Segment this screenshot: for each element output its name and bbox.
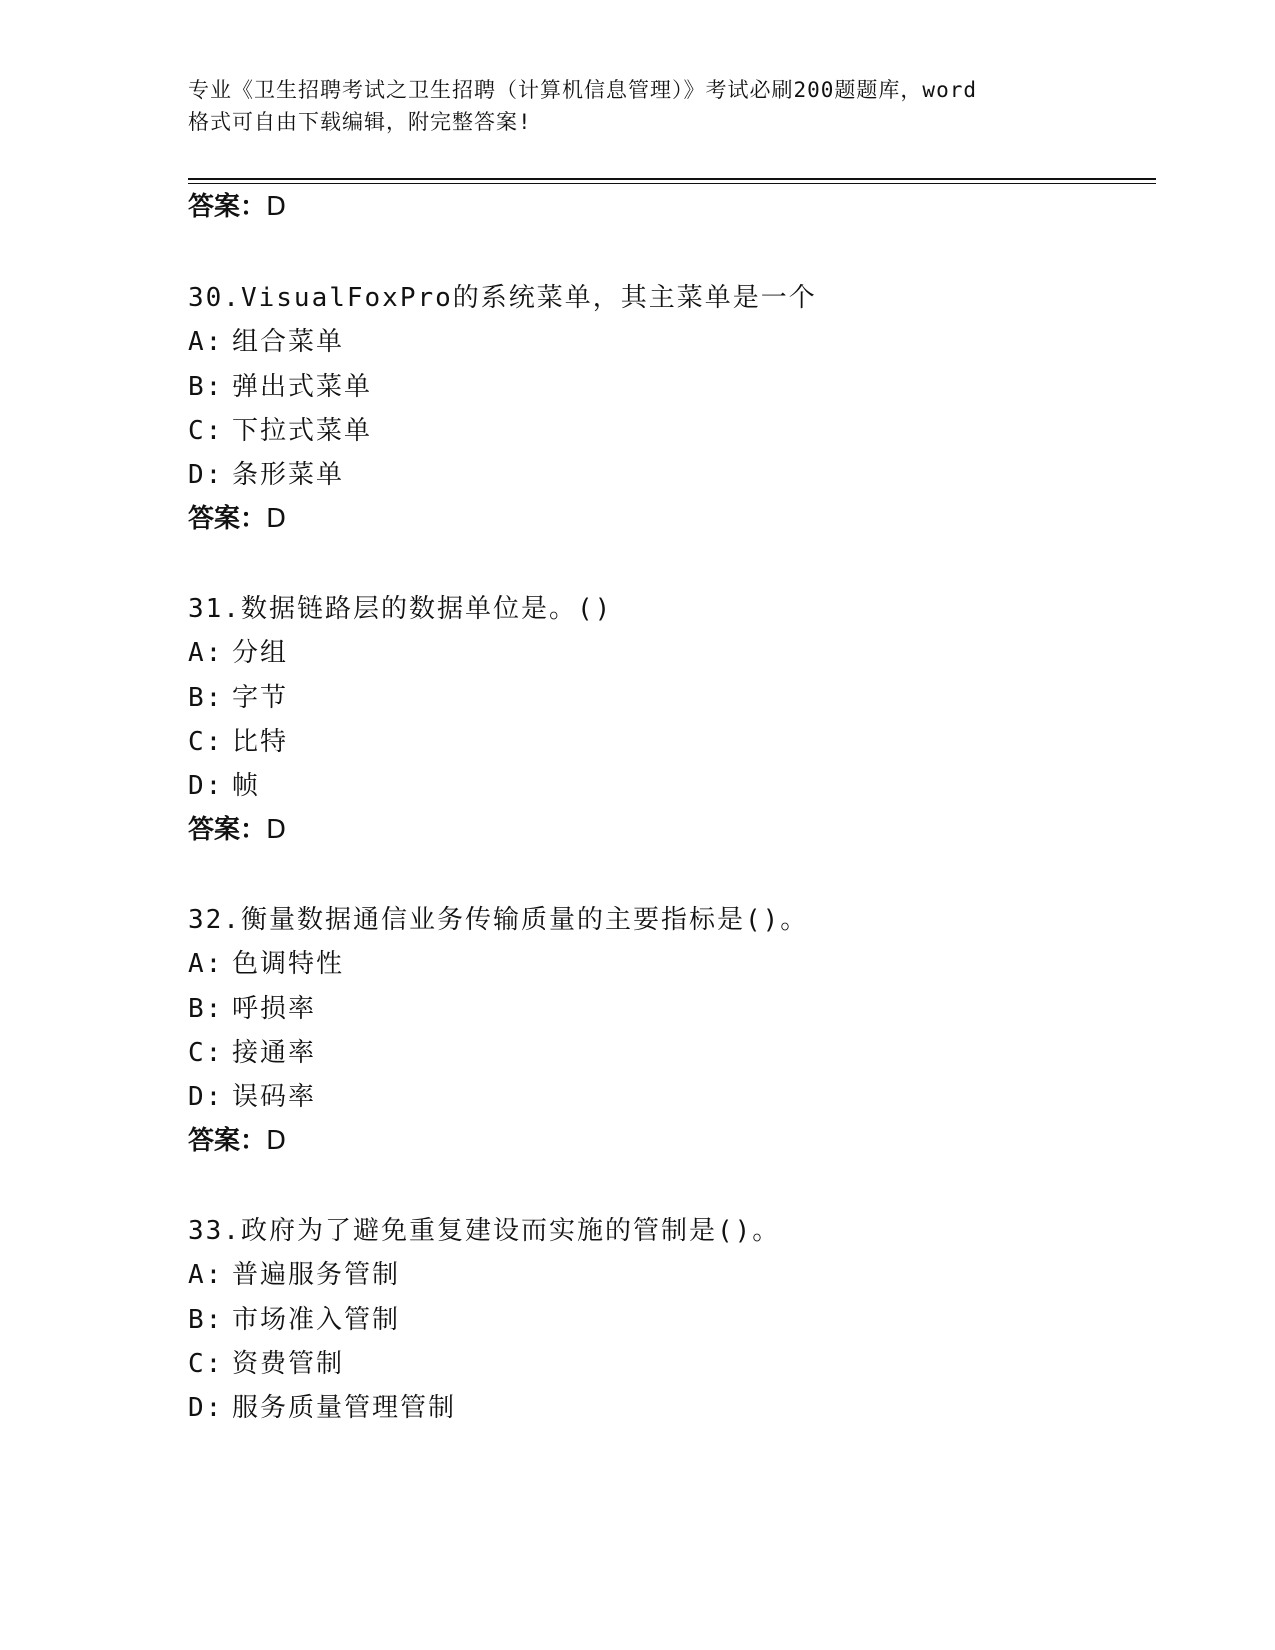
option-text: 色调特性 <box>232 949 345 979</box>
option-text: 服务质量管理管制 <box>232 1393 457 1423</box>
question-31-option-a <box>188 636 288 670</box>
option-letter: B: <box>188 683 224 713</box>
question-32-option-b <box>188 992 316 1026</box>
question-32-stem: 32.衡量数据通信业务传输质量的主要指标是()。 <box>188 905 809 935</box>
header-divider-thick <box>188 178 1156 180</box>
option-text: 普遍服务管制 <box>232 1260 401 1290</box>
header-line-1: 专业《卫生招聘考试之卫生招聘（计算机信息管理）》考试必刷200题题库，word <box>188 78 977 102</box>
question-30-option-d <box>188 458 344 492</box>
header-divider-thin <box>188 183 1156 184</box>
question-33-stem: 33.政府为了避免重复建设而实施的管制是()。 <box>188 1216 781 1246</box>
option-letter: A: <box>188 638 224 668</box>
option-letter: B: <box>188 372 224 402</box>
option-letter: D: <box>188 460 224 490</box>
option-text: 分组 <box>232 638 289 668</box>
question-31-option-d <box>188 769 260 803</box>
option-text: 呼损率 <box>232 994 317 1024</box>
option-text: 误码率 <box>232 1082 317 1112</box>
question-30-stem: 30.VisualFoxPro的系统菜单，其主菜单是一个 <box>188 283 817 313</box>
option-letter: C: <box>188 416 224 446</box>
question-32-option-c <box>188 1036 316 1070</box>
question-32-option-d <box>188 1080 316 1114</box>
option-text: 接通率 <box>232 1038 317 1068</box>
answer-value: D <box>266 192 287 222</box>
answer-label: 答案： <box>188 192 267 222</box>
option-text: 市场准入管制 <box>232 1305 401 1335</box>
option-text: 组合菜单 <box>232 327 345 357</box>
answer-label: 答案： <box>188 815 267 845</box>
option-text: 资费管制 <box>232 1349 345 1379</box>
option-text: 字节 <box>232 683 289 713</box>
question-30-option-a <box>188 325 344 359</box>
option-letter: D: <box>188 1082 224 1112</box>
option-letter: C: <box>188 1038 224 1068</box>
option-text: 帧 <box>232 771 261 801</box>
question-33-option-b <box>188 1303 400 1337</box>
option-letter: C: <box>188 1349 224 1379</box>
option-letter: D: <box>188 771 224 801</box>
question-32-option-a <box>188 947 344 981</box>
header-line-2: 格式可自由下载编辑，附完整答案! <box>188 110 532 134</box>
option-text: 下拉式菜单 <box>232 416 373 446</box>
answer-value: D <box>266 815 287 845</box>
answer-value: D <box>266 504 287 534</box>
option-text: 条形菜单 <box>232 460 345 490</box>
answer-label: 答案： <box>188 504 267 534</box>
answer-value: D <box>266 1126 287 1156</box>
answer-line-prev <box>188 190 286 224</box>
question-33-option-c <box>188 1347 344 1381</box>
question-31-answer <box>188 813 286 847</box>
option-letter: B: <box>188 994 224 1024</box>
option-text: 弹出式菜单 <box>232 372 373 402</box>
option-letter: B: <box>188 1305 224 1335</box>
question-31-option-c <box>188 725 288 759</box>
question-31-stem: 31.数据链路层的数据单位是。() <box>188 594 613 624</box>
document-header <box>188 74 1088 138</box>
option-letter: D: <box>188 1393 224 1423</box>
question-30-answer <box>188 502 286 536</box>
question-33-option-d <box>188 1391 456 1425</box>
question-30-option-b <box>188 370 372 404</box>
option-text: 比特 <box>232 727 289 757</box>
question-32-answer <box>188 1124 286 1158</box>
option-letter: C: <box>188 727 224 757</box>
question-30-option-c <box>188 414 372 448</box>
option-letter: A: <box>188 1260 224 1290</box>
question-33-option-a <box>188 1258 400 1292</box>
answer-label: 答案： <box>188 1126 267 1156</box>
option-letter: A: <box>188 949 224 979</box>
question-31-option-b <box>188 681 288 715</box>
option-letter: A: <box>188 327 224 357</box>
